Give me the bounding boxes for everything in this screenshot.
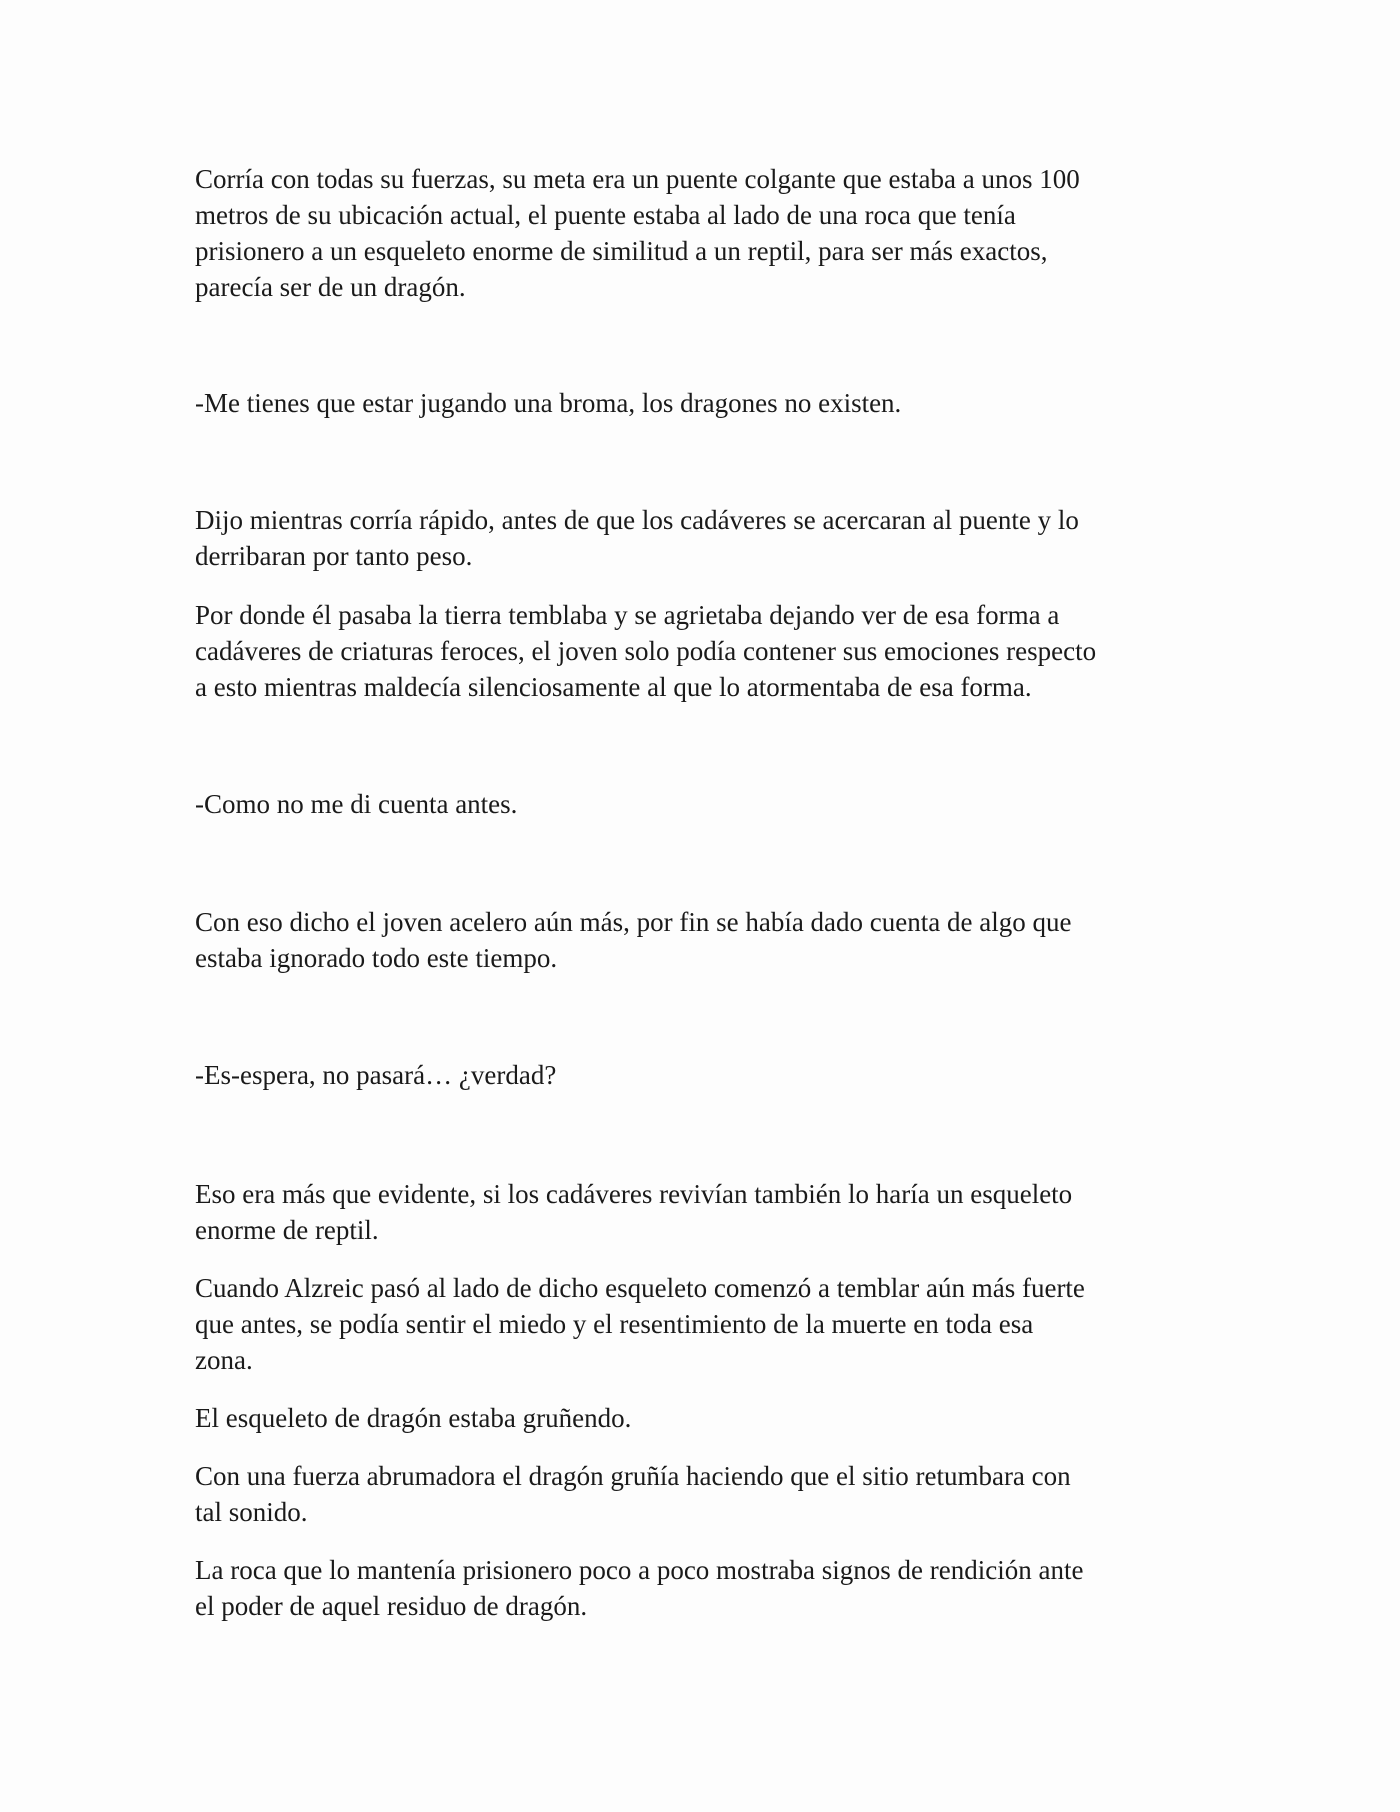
paragraph-1: Corría con todas su fuerzas, su meta era un puente colgante que estaba a unos 100 metros de su ubicación actual, el puente estaba al lado de una roca que tenía prisionero a un esqueleto enorme de similitud a un reptil, para ser más exactos, parecía ser de un dragón.	[195, 164, 1080, 302]
paragraph-8: Con una fuerza abrumadora el dragón gruñía haciendo que el sitio retumbara con tal sonido.	[195, 1461, 1071, 1527]
paragraph-2: Dijo mientras corría rápido, antes de que los cadáveres se acercaran al puente y lo derribaran por tanto peso.	[195, 505, 1079, 571]
paragraph-6: Cuando Alzreic pasó al lado de dicho esqueleto comenzó a temblar aún más fuerte que antes, se podía sentir el miedo y el resentimiento de la muerte en toda esa zona.	[195, 1273, 1085, 1375]
dialogue-2: -Como no me di cuenta antes.	[195, 789, 518, 819]
paragraph-5: Eso era más que evidente, si los cadáveres revivían también lo haría un esqueleto enorme de reptil.	[195, 1179, 1073, 1245]
dialogue-1: -Me tienes que estar jugando una broma, los dragones no existen.	[195, 388, 902, 418]
paragraph-7: El esqueleto de dragón estaba gruñendo.	[195, 1403, 632, 1433]
paragraph-9: La roca que lo mantenía prisionero poco a poco mostraba signos de rendición ante el poder de aquel residuo de dragón.	[195, 1555, 1084, 1621]
paragraph-3: Por donde él pasaba la tierra temblaba y se agrietaba dejando ver de esa forma a cadáveres de criaturas feroces, el joven solo podía contener sus emociones respecto a esto mientras maldecía silenciosamente al que lo atormentaba de esa forma.	[195, 600, 1097, 702]
dialogue-3: -Es-espera, no pasará… ¿verdad?	[195, 1060, 557, 1090]
paragraph-4: Con eso dicho el joven acelero aún más, por fin se había dado cuenta de algo que estaba ignorado todo este tiempo.	[195, 907, 1072, 973]
